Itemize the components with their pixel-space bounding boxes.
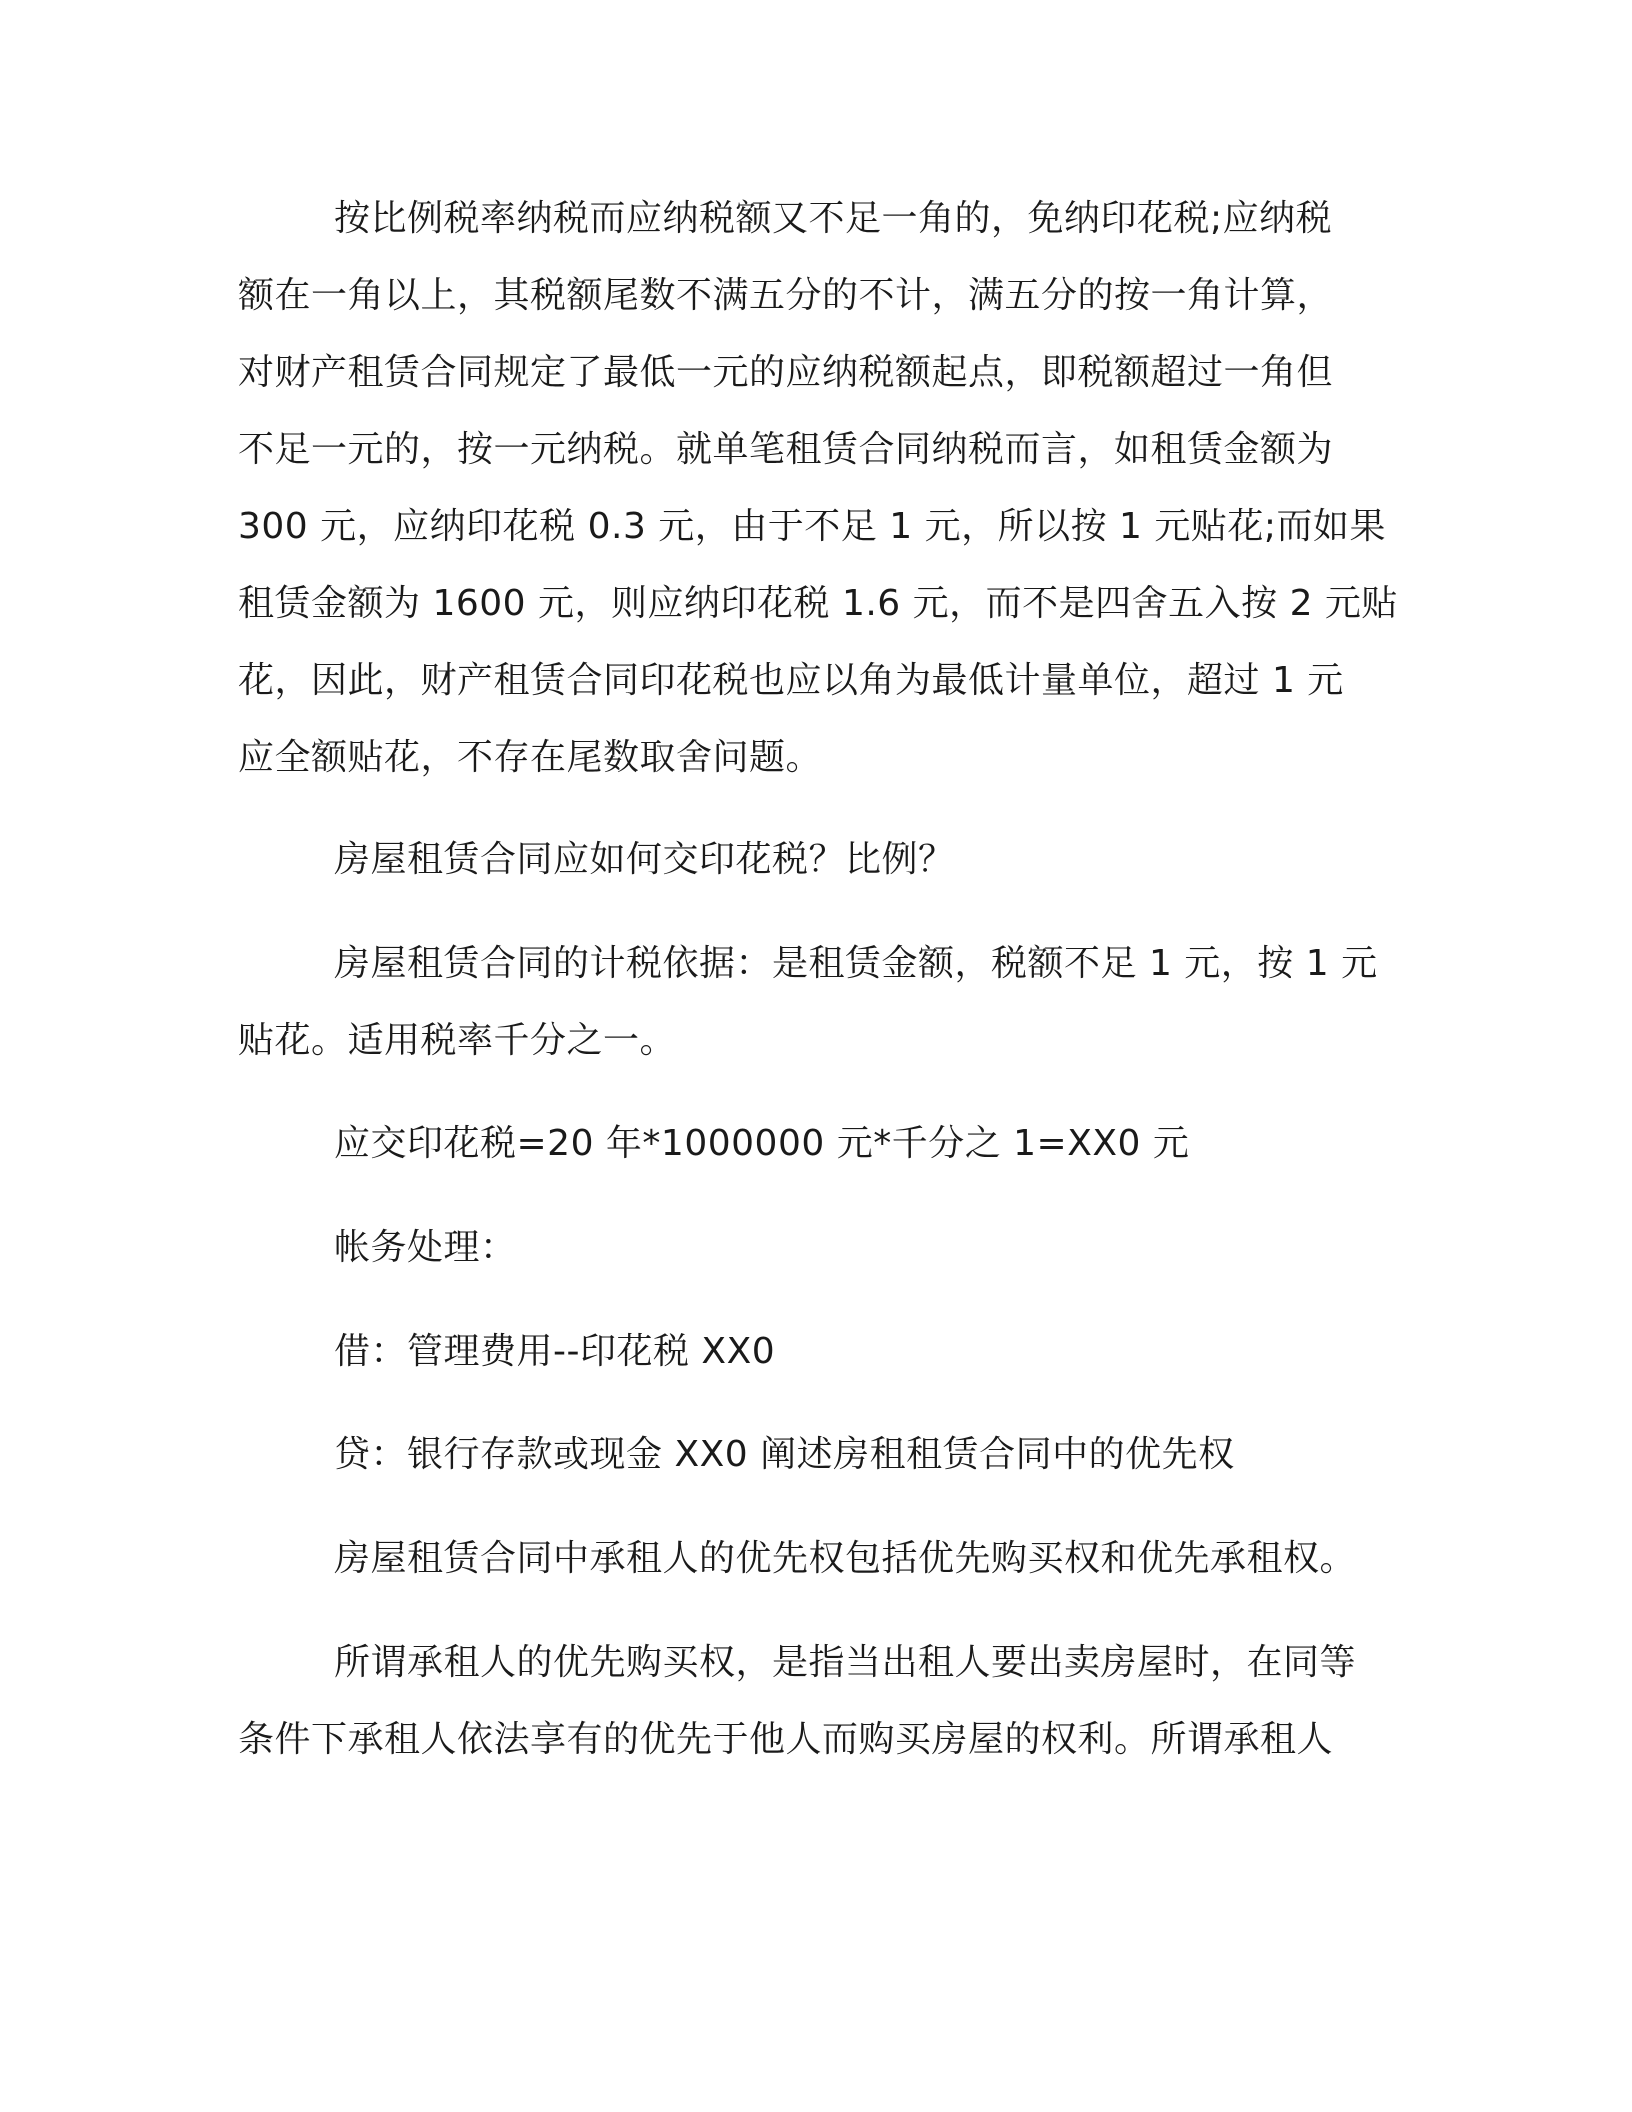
- text-line: 按比例税率纳税而应纳税额又不足一角的，免纳印花税;应纳税: [334, 198, 1333, 239]
- text-line: 租赁金额为 1600 元，则应纳印花税 1.6 元，而不是四舍五入按 2 元贴: [238, 583, 1398, 624]
- paragraph-tax-basis: [238, 925, 1378, 1079]
- paragraph-purchase-right: [238, 1624, 1356, 1778]
- text-line: 房屋租赁合同中承租人的优先权包括优先购买权和优先承租权。: [334, 1538, 1357, 1579]
- paragraph-debit-entry: [334, 1313, 775, 1390]
- text-line: 应全额贴花，不存在尾数取舍问题。: [238, 737, 823, 778]
- text-line: 房屋租赁合同应如何交印花税？比例？: [334, 839, 955, 880]
- text-line: 额在一角以上，其税额尾数不满五分的不计，满五分的按一角计算，: [238, 275, 1334, 316]
- text-line: 贴花。适用税率千分之一。: [238, 1020, 677, 1061]
- text-line: 应交印花税=20 年*1000000 元*千分之 1=XX0 元: [334, 1123, 1190, 1164]
- paragraph-question-heading: [334, 821, 955, 898]
- text-line: 房屋租赁合同的计税依据：是租赁金额，税额不足 1 元，按 1 元: [334, 943, 1378, 984]
- text-line: 借：管理费用--印花税 XX0: [334, 1331, 776, 1372]
- text-line: 对财产租赁合同规定了最低一元的应纳税额起点，即税额超过一角但: [238, 352, 1334, 393]
- text-line: 贷：银行存款或现金 XX0 阐述房租租赁合同中的优先权: [334, 1434, 1235, 1475]
- paragraph-stamp-tax-rounding: [238, 180, 1398, 796]
- text-line: 300 元，应纳印花税 0.3 元，由于不足 1 元，所以按 1 元贴花;而如果: [238, 506, 1387, 547]
- text-line: 所谓承租人的优先购买权，是指当出租人要出卖房屋时，在同等: [334, 1642, 1357, 1683]
- paragraph-priority-rights: [334, 1520, 1356, 1597]
- paragraph-accounting-heading: [334, 1209, 517, 1286]
- text-line: 帐务处理：: [334, 1227, 517, 1268]
- paragraph-credit-entry: [334, 1416, 1235, 1493]
- text-line: 花，因此，财产租赁合同印花税也应以角为最低计量单位，超过 1 元: [238, 660, 1344, 701]
- text-line: 不足一元的，按一元纳税。就单笔租赁合同纳税而言，如租赁金额为: [238, 429, 1334, 470]
- text-line: 条件下承租人依法享有的优先于他人而购买房屋的权利。所谓承租人: [238, 1719, 1334, 1760]
- paragraph-tax-formula: [334, 1105, 1189, 1182]
